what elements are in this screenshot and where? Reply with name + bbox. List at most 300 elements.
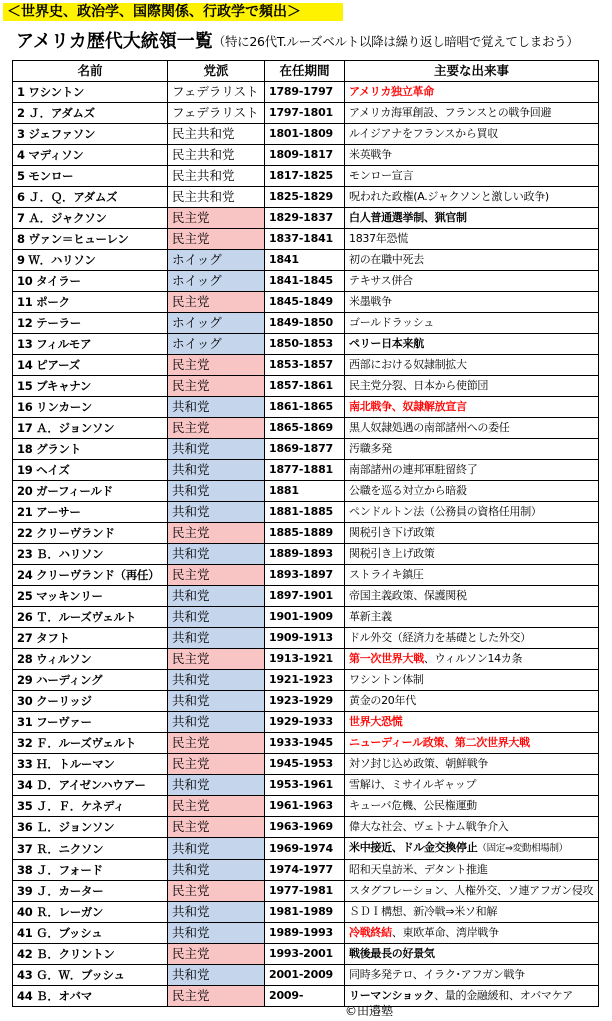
party-cell: 民主党 [168,754,265,775]
term-cell: 1945-1953 [265,754,345,775]
event-text: 米墨戦争 [349,295,392,308]
events-cell [345,103,599,124]
president-name-cell [13,271,168,292]
president-number: 7 [17,211,25,225]
president-number: 12 [17,316,33,330]
event-text: 南部諸州の連邦軍駐留終了 [349,463,478,476]
president-name: Ｊ．カーター [36,884,104,898]
party-cell: 民主党 [168,229,265,250]
president-name-cell [13,292,168,313]
party-cell: 民主党 [168,986,265,1007]
party-cell: 民主党 [168,817,265,838]
event-text: 黒人奴隷処遇の南部諸州への委任 [349,421,510,434]
title-note: （特に26代T.ルーズベルト以降は繰り返し暗唱で覚えてしまおう） [212,34,579,49]
president-name-cell [13,124,168,145]
president-number: 32 [17,736,33,750]
president-name: Ｊ．アダムズ [28,106,95,120]
president-name: タイラー [36,274,81,288]
president-name: リンカーン [36,400,92,414]
party-cell: ホイッグ [168,250,265,271]
president-name-cell [13,649,168,670]
table-row [13,923,599,944]
term-cell: 2009- [265,986,345,1007]
party-cell: 共和党 [168,628,265,649]
party-cell: 共和党 [168,965,265,986]
table-row [13,250,599,271]
term-cell: 1877-1881 [265,460,345,481]
table-row [13,313,599,334]
table-row [13,103,599,124]
events-cell [345,902,599,923]
term-cell: 1841 [265,250,345,271]
party-cell: 民主共和党 [168,187,265,208]
events-cell [345,649,599,670]
table-row [13,986,599,1007]
table-row [13,208,599,229]
party-cell: 共和党 [168,902,265,923]
events-cell [345,691,599,712]
term-cell: 1921-1923 [265,670,345,691]
events-cell [345,292,599,313]
president-number: 15 [17,379,33,393]
term-cell: 1963-1969 [265,817,345,838]
president-number: 5 [17,169,25,183]
event-text: 革新主義 [349,610,392,623]
header-name: 名前 [13,61,168,82]
president-name-cell [13,397,168,418]
president-name-cell [13,313,168,334]
events-cell [345,271,599,292]
party-cell: 民主党 [168,733,265,754]
table-row [13,565,599,586]
president-name: タフト [36,631,70,645]
table-row [13,902,599,923]
table-row [13,881,599,902]
table-row [13,796,599,817]
term-cell: 1989-1993 [265,923,345,944]
event-text: 呪われた政権(A.ジャクソンと激しい政争) [349,190,549,203]
president-name: ポーク [36,295,70,309]
event-text: テキサス併合 [349,274,413,287]
president-name-cell [13,565,168,586]
events-cell [345,607,599,628]
president-name-cell [13,418,168,439]
president-name-cell [13,860,168,881]
events-cell [345,838,599,860]
events-cell [345,166,599,187]
term-cell: 1977-1981 [265,881,345,902]
event-text: 戦後最長の好景気 [349,947,435,960]
term-cell: 1981-1989 [265,902,345,923]
event-text: 南北戦争、奴隷解放宣言 [349,400,467,413]
table-row [13,775,599,796]
president-name: Ｊ．フォード [36,863,103,877]
party-cell: 民主共和党 [168,145,265,166]
event-text: モンロー宣言 [349,169,414,182]
term-cell: 1861-1865 [265,397,345,418]
president-name-cell [13,355,168,376]
president-name: Ｊ．Ｑ．アダムズ [28,190,118,204]
party-cell: 共和党 [168,838,265,860]
term-cell: 1929-1933 [265,712,345,733]
table-row [13,376,599,397]
president-number: 24 [17,568,33,582]
page-title [16,30,608,54]
table-row [13,502,599,523]
party-cell: 共和党 [168,670,265,691]
president-name: Ｂ．ハリソン [36,547,104,561]
term-cell: 1829-1837 [265,208,345,229]
term-cell: 1850-1853 [265,334,345,355]
event-text: 黄金の20年代 [349,694,416,707]
term-cell: 1817-1825 [265,166,345,187]
president-name: ヘイズ [36,463,70,477]
table-row [13,628,599,649]
event-text: 関税引き下げ政策 [349,526,435,539]
president-number: 34 [17,778,33,792]
term-cell: 1993-2001 [265,944,345,965]
table-row [13,860,599,881]
events-cell [345,334,599,355]
term-cell: 1809-1817 [265,145,345,166]
event-text: 雪解け、ミサイルギャップ [349,778,477,791]
party-cell: 民主共和党 [168,124,265,145]
term-cell: 1837-1841 [265,229,345,250]
president-name-cell [13,607,168,628]
party-cell: 民主党 [168,355,265,376]
event-text: ストライキ鎮圧 [349,568,424,581]
events-cell [345,944,599,965]
president-name: ブキャナン [36,379,92,393]
president-name-cell [13,523,168,544]
term-cell: 1853-1857 [265,355,345,376]
table-row [13,649,599,670]
events-cell [345,250,599,271]
table-row [13,124,599,145]
president-number: 35 [17,799,33,813]
table-row [13,586,599,607]
event-text: 、東欧革命、湾岸戦争 [391,926,499,939]
party-cell: ホイッグ [168,271,265,292]
events-cell [345,923,599,944]
president-name: ヴァン＝ヒューレン [28,232,129,246]
table-row [13,397,599,418]
term-cell: 1841-1845 [265,271,345,292]
president-name: Ｒ．ニクソン [36,841,104,856]
president-number: 14 [17,358,33,372]
events-cell [345,502,599,523]
president-name-cell [13,923,168,944]
party-cell: 共和党 [168,712,265,733]
term-cell: 1893-1897 [265,565,345,586]
table-row [13,691,599,712]
president-name: フーヴァー [36,715,92,729]
president-number: 37 [17,841,33,856]
party-cell: 共和党 [168,923,265,944]
president-number: 27 [17,631,33,645]
president-name-cell [13,376,168,397]
table-row [13,733,599,754]
events-cell [345,523,599,544]
party-cell: 共和党 [168,691,265,712]
table-row [13,838,599,860]
events-cell [345,965,599,986]
event-text: 帝国主義政策、保護関税 [349,589,467,602]
term-cell: 1969-1974 [265,838,345,860]
president-number: 13 [17,337,33,351]
president-name-cell [13,208,168,229]
table-row [13,965,599,986]
presidents-table [12,60,599,1007]
president-name: ウィルソン [36,652,92,666]
table-row [13,166,599,187]
event-text: アメリカ独立革命 [349,85,434,98]
president-name: Ｈ．トルーマン [36,757,115,771]
party-cell: 民主党 [168,208,265,229]
event-text: 、ウィルソン14カ条 [423,652,523,665]
events-cell [345,418,599,439]
table-row [13,229,599,250]
events-cell [345,544,599,565]
president-name-cell [13,817,168,838]
title-main: アメリカ歴代大統領一覧 [16,31,213,52]
table-row [13,754,599,775]
party-cell: 民主党 [168,565,265,586]
president-name-cell [13,628,168,649]
president-name-cell [13,965,168,986]
president-name-cell [13,691,168,712]
president-name-cell [13,439,168,460]
party-cell: 共和党 [168,481,265,502]
events-cell [345,670,599,691]
president-name-cell [13,502,168,523]
event-text: 西部における奴隷制拡大 [349,358,467,371]
party-cell: 共和党 [168,397,265,418]
event-text: 汚職多発 [349,442,392,455]
president-name: Ｒ．レーガン [36,905,104,919]
president-name: クリーヴランド（再任） [36,568,160,582]
president-name: クーリッジ [36,694,92,708]
header-term: 在任期間 [265,61,345,82]
term-cell: 1974-1977 [265,860,345,881]
party-cell: 民主党 [168,292,265,313]
president-number: 21 [17,505,33,519]
event-text: リーマンショック [349,989,435,1002]
term-cell: 1849-1850 [265,313,345,334]
president-name-cell [13,712,168,733]
event-text: 偉大な社会、ヴェトナム戦争介入 [349,820,509,833]
president-name-cell [13,187,168,208]
event-text: 冷戦終結 [349,926,392,939]
event-text: 民主党分裂、日本から使節団 [349,379,489,392]
president-name: ハーディング [36,673,103,687]
term-cell: 1845-1849 [265,292,345,313]
president-number: 42 [17,947,33,961]
president-number: 38 [17,863,33,877]
president-name-cell [13,481,168,502]
president-name-cell [13,944,168,965]
party-cell: 民主党 [168,796,265,817]
events-cell [345,313,599,334]
events-cell [345,439,599,460]
event-text: ワシントン体制 [349,673,424,686]
events-cell [345,376,599,397]
term-cell: 1881 [265,481,345,502]
event-text: アメリカ海軍創設、フランスとの戦争回避 [349,106,552,119]
president-name-cell [13,145,168,166]
events-cell [345,208,599,229]
table-row [13,544,599,565]
president-number: 40 [17,905,33,919]
president-number: 9 [17,253,25,267]
president-name: アーサー [36,505,81,519]
president-number: 25 [17,589,33,603]
event-text: （固定⇒変動相場制） [477,843,568,854]
president-name: Ａ．ジョンソン [36,421,115,435]
events-cell [345,397,599,418]
president-name: ワシントン [28,85,85,99]
events-cell [345,82,599,103]
president-name-cell [13,775,168,796]
party-cell: フェデラリスト [168,82,265,103]
president-number: 43 [17,968,33,982]
president-name: Ｔ．ルーズヴェルト [36,610,136,624]
term-cell: 1897-1901 [265,586,345,607]
event-text: 関税引き上げ政策 [349,547,435,560]
president-name: クリーヴランド [36,526,115,540]
president-name: モンロー [28,169,74,183]
party-cell: 民主党 [168,649,265,670]
president-name-cell [13,586,168,607]
table-row [13,187,599,208]
copyright-footer: ©田邉塾 [345,1004,394,1018]
party-cell: ホイッグ [168,313,265,334]
events-cell [345,187,599,208]
president-number: 41 [17,926,33,940]
president-name: Ｂ．クリントン [36,947,115,961]
term-cell: 1801-1809 [265,124,345,145]
president-number: 4 [17,148,25,162]
table-row [13,355,599,376]
event-text: ＳＤＩ構想、新冷戦⇒米ソ和解 [349,905,498,918]
party-cell: 民主党 [168,418,265,439]
party-cell: 共和党 [168,775,265,796]
party-cell: 共和党 [168,460,265,481]
president-name: マディソン [28,148,84,162]
president-name: Ｇ．Ｗ．ブッシュ [36,968,125,982]
president-name: マッキンリー [36,589,103,603]
president-name-cell [13,986,168,1007]
table-row [13,145,599,166]
term-cell: 2001-2009 [265,965,345,986]
president-name: グラント [36,442,81,456]
president-name: ジェファソン [28,127,96,141]
president-number: 29 [17,673,33,687]
party-cell: フェデラリスト [168,103,265,124]
president-number: 16 [17,400,33,414]
table-header-row [13,61,599,82]
president-name: Ｇ．ブッシュ [36,926,103,940]
events-cell [345,712,599,733]
table-row [13,271,599,292]
event-text: 第一次世界大戦 [349,652,424,665]
president-number: 26 [17,610,33,624]
events-cell [345,796,599,817]
president-number: 19 [17,463,33,477]
event-text: ペンドルトン法（公務員の資格任用制） [349,505,542,518]
party-cell: 共和党 [168,586,265,607]
events-cell [345,124,599,145]
president-name-cell [13,460,168,481]
party-cell: 共和党 [168,544,265,565]
event-text: 世界大恐慌 [349,715,403,728]
term-cell: 1961-1963 [265,796,345,817]
president-number: 6 [17,190,25,204]
party-cell: 共和党 [168,607,265,628]
category-banner: ＜世界史、政治学、国際関係、行政学で頻出＞ [3,3,343,21]
table-row [13,418,599,439]
event-text: 初の在職中死去 [349,253,424,266]
party-cell: 民主党 [168,944,265,965]
event-text: ニューディール政策、第二次世界大戦 [349,736,530,749]
president-name: テーラー [36,316,81,330]
president-number: 11 [17,295,33,309]
president-name-cell [13,334,168,355]
president-name-cell [13,881,168,902]
term-cell: 1923-1929 [265,691,345,712]
event-text: スタグフレーション、人権外交、ソ連アフガン侵攻 [349,884,594,897]
event-text: 米中接近、ドル金交換停止 [349,841,478,854]
event-text: 、量的金融緩和、オバマケア [434,989,573,1002]
party-cell: ホイッグ [168,334,265,355]
president-number: 36 [17,820,33,834]
party-cell: 民主党 [168,881,265,902]
president-name: ピアーズ [36,358,81,372]
party-cell: 民主共和党 [168,166,265,187]
events-cell [345,460,599,481]
events-cell [345,817,599,838]
president-name-cell [13,166,168,187]
president-name-cell [13,796,168,817]
president-number: 8 [17,232,25,246]
president-number: 30 [17,694,33,708]
term-cell: 1933-1945 [265,733,345,754]
president-name: Ｂ．オバマ [36,989,92,1003]
term-cell: 1865-1869 [265,418,345,439]
term-cell: 1901-1909 [265,607,345,628]
president-name-cell [13,250,168,271]
table-row [13,292,599,313]
event-text: ルイジアナをフランスから買収 [349,127,498,140]
president-name-cell [13,754,168,775]
president-number: 3 [17,127,25,141]
president-name: Ｄ．アイゼンハウアー [36,778,146,792]
president-name-cell [13,82,168,103]
party-cell: 共和党 [168,860,265,881]
events-cell [345,355,599,376]
president-number: 44 [17,989,33,1003]
events-cell [345,733,599,754]
table-body [13,82,599,1007]
president-name: ガーフィールド [36,484,113,498]
president-name-cell [13,670,168,691]
president-name-cell [13,544,168,565]
table-row [13,670,599,691]
president-number: 1 [17,85,25,99]
events-cell [345,586,599,607]
president-name: フィルモア [36,337,92,351]
president-name: Ｌ．ジョンソン [36,820,115,834]
